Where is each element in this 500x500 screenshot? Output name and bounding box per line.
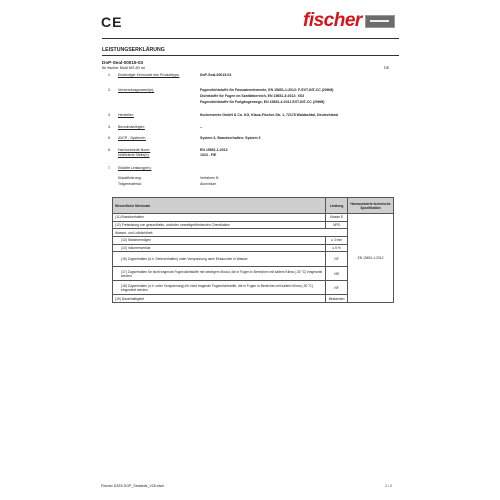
row-value: ≤ 5 % — [326, 244, 348, 252]
row-label: (17) Zugverhalten für nicht tragende Fugendichtstoffe mit niedrigem Modul, die in Fugen in Bereichen mit kaltem Klima (-30 °C) eingesetzt werden — [113, 267, 326, 281]
item-label: Verwendungszweck(e): — [118, 88, 155, 92]
item-number: 4. — [108, 125, 111, 129]
item-label: Hersteller: — [118, 113, 134, 117]
item-number: 1. — [108, 73, 111, 77]
spec-cell: EN 15651-1:2012 — [348, 214, 394, 303]
item-number: 5. — [108, 136, 111, 140]
item-label: Notifizierte Stelle(n): — [118, 153, 150, 157]
row-value: NF — [326, 252, 348, 267]
item-value: EN 15651-1:2012 — [200, 148, 228, 152]
ce-mark: CE — [101, 14, 123, 30]
item-value: Dichtstoffe für Fugen im Sanitärbereich, EN 15651-3:2012: XS3 — [200, 94, 305, 98]
page-number: 1 / 2 — [385, 484, 392, 488]
logo-wordmark: fischer — [303, 10, 362, 31]
footer-filename: Fischer DATA DOP_Sealants_V25.xlsm — [101, 484, 165, 488]
logo-badge-icon — [365, 15, 395, 28]
page-title: LEISTUNGSERKLÄRUNG — [102, 47, 165, 53]
product-name: für fischer Multi MS 80 ml — [102, 66, 145, 70]
row-label: (14) Volumenverlust — [113, 244, 326, 252]
item-number: 2. — [108, 88, 111, 92]
divider — [102, 55, 399, 56]
dop-id: DoP-Seal-00015-03 — [102, 60, 144, 65]
row-value: NF — [326, 281, 348, 295]
carrier-value: Aluminium — [200, 182, 217, 186]
item-label: Erklärte Leistung(en): — [118, 166, 152, 170]
fischer-logo — [303, 10, 395, 32]
row-value: NPD — [326, 221, 348, 229]
item-label: Bevollmächtigter: — [118, 125, 145, 129]
row-label: (11) Brandverhalten — [113, 214, 326, 222]
row-label: (19) Dauerhaftigkeit — [113, 295, 326, 303]
language-code: DE — [384, 66, 390, 70]
row-label: (18) Zugverhalten (d.h. unter Vorspannung) für nicht tragende Fugendichtstoffe, die in Fugen in Bereichen mit kaltem Klima (-30 °C) eingesetzt werden — [113, 281, 326, 295]
row-value: NR — [326, 267, 348, 281]
item-value: -- — [200, 125, 203, 129]
row-label: (15) Zugverhalten (d.h. Dehnverhalten) unter Vorspannung nach Eintauchen in Wasser — [113, 252, 326, 267]
item-value: Fugendichtstoffe für Fassadenelemente, EN 15651-1:2012: F-EXT-INT-CC (20HM) — [200, 88, 334, 92]
item-label: AVCP - System/e: — [118, 136, 146, 140]
row-label: Wasser- und Luftdichtheit: — [113, 229, 348, 237]
item-label: Eindeutiger Kenncode des Produkttyps: — [118, 73, 180, 77]
item-value: DoP-Seal-00015-03 — [200, 73, 232, 77]
table-row — [113, 214, 394, 222]
row-value: ≤ 3 mm — [326, 237, 348, 245]
classification-label: Klassifizierung: — [118, 176, 142, 180]
item-number: 7. — [108, 166, 111, 170]
carrier-label: Trägermaterial: — [118, 182, 142, 186]
row-value: Bestanden — [326, 295, 348, 303]
item-number: 6. — [108, 148, 111, 152]
item-label: Harmonisierte Norm: — [118, 148, 151, 152]
performance-table — [112, 197, 394, 303]
item-value: 1023 - FIE — [200, 153, 217, 157]
row-value: Klasse E — [326, 214, 348, 222]
item-number: 3. — [108, 113, 111, 117]
header-specification: Harmonisierte technische Spezifikation — [348, 198, 394, 214]
item-value: fischerwerke GmbH & Co. KG, Klaus-Fischer-Str. 1, 72178 Waldachtal, Deutschland — [200, 113, 338, 117]
header-characteristics: Wesentliche Merkmale — [113, 198, 326, 214]
classification-value: Verfahren B — [200, 176, 219, 180]
table-header-row — [113, 198, 394, 214]
row-label: (13) Standvermögen — [113, 237, 326, 245]
divider — [102, 38, 399, 39]
row-label: (12) Freisetzung von gesundheits- und/oder umweltgefährdenden Chemikalien — [113, 221, 326, 229]
item-value: Fugendichtstoffe für Fußgängerwege, EN 15651-4:2012 EXT-INT-CC (20HM) — [200, 100, 325, 104]
item-value: System 3, Brandverhalten: System 3 — [200, 136, 261, 140]
header-performance: Leistung — [326, 198, 348, 214]
